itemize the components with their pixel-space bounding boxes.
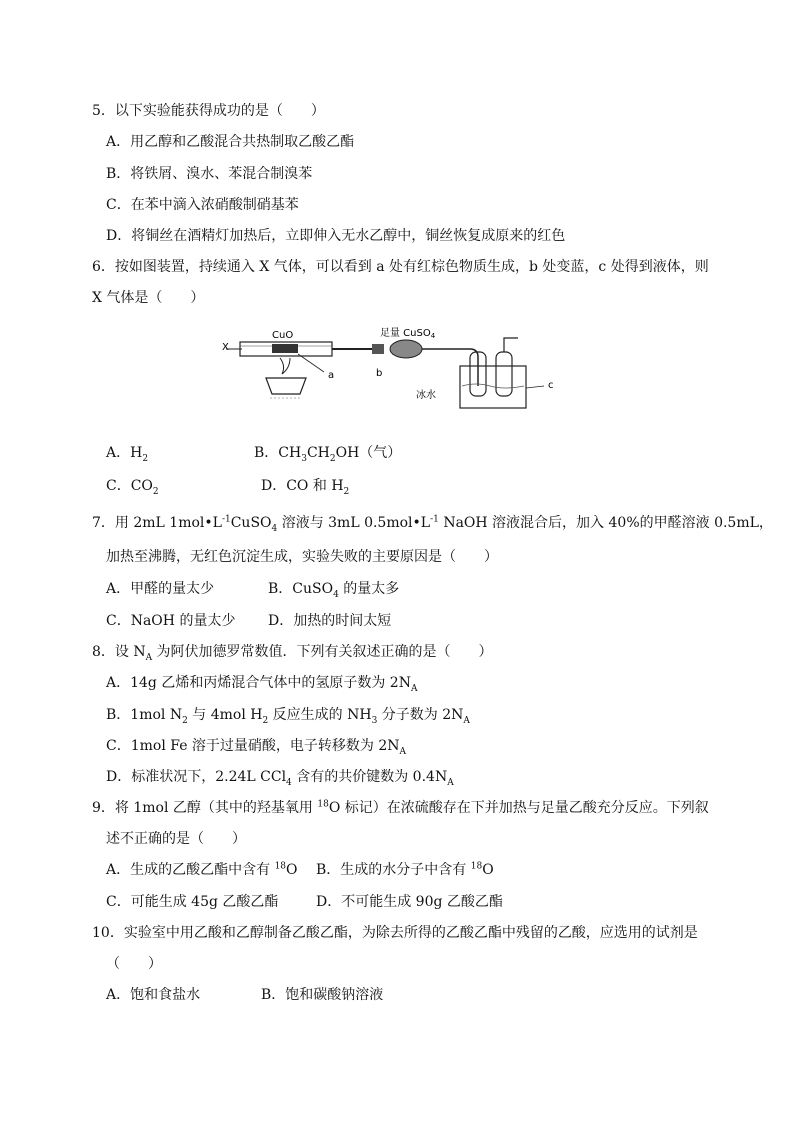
- outlet-tube: [504, 338, 518, 352]
- q6-option-c: C．$CO_2$: [106, 478, 159, 497]
- c-label: c: [548, 380, 554, 391]
- q9-option-c: C．可能生成 45g 乙酸乙酯: [106, 894, 279, 910]
- q5-option-c: C．在苯中滴入浓硝酸制硝基苯: [106, 197, 299, 213]
- q9-option-a: A．生成的乙酸乙酯中含有 $^{18}$O: [106, 861, 298, 878]
- c-pointer: [526, 386, 544, 388]
- q7-stem-line2: 加热至沸腾，无红色沉淀生成，实验失败的主要原因是（ ）: [106, 549, 498, 565]
- cuo-label: CuO: [272, 330, 294, 341]
- q5-option-d: D．将铜丝在酒精灯加热后，立即伸入无水乙醇中，铜丝恢复成原来的红色: [106, 228, 566, 244]
- q6-stem-line1: 6．按如图装置，持续通入 X 气体，可以看到 a 处有红棕色物质生成，b 处变蓝，c 处得到液体，则: [92, 259, 709, 275]
- q7-option-a: A．甲醛的量太少: [106, 581, 215, 597]
- q6-option-d: D．CO 和 $H_2$: [261, 478, 350, 497]
- cuso4-bulb: [390, 340, 422, 358]
- q5-option-b: B．将铁屑、溴水、苯混合制溴苯: [106, 166, 313, 182]
- q10-stem-line2: （ ）: [106, 956, 162, 972]
- cuso4-label: 足量 CuSO$_4$: [380, 328, 436, 340]
- q8-stem: 8．设 $N_A$ 为阿伏加德罗常数值．下列有关叙述正确的是（ ）: [92, 644, 493, 663]
- apparatus-svg: [220, 326, 570, 412]
- apparatus-diagram: [220, 326, 570, 412]
- q5-option-a: A．用乙醇和乙酸混合共热制取乙酸乙酯: [106, 134, 355, 150]
- alcohol-lamp: [266, 378, 306, 394]
- cuo-sample: [272, 344, 298, 353]
- stopper: [372, 344, 384, 354]
- collection-tube-right: [496, 352, 512, 396]
- q9-stem-line2: 述不正确的是（ ）: [106, 831, 246, 847]
- q5-stem: 5．以下实验能获得成功的是（ ）: [92, 103, 325, 119]
- q8-option-a: A．14g 乙烯和丙烯混合气体中的氢原子数为 $2N_A$: [106, 675, 418, 694]
- q6-stem-line2: X 气体是（ ）: [92, 290, 205, 306]
- q8-option-c: C．1mol Fe 溶于过量硝酸，电子转移数为 $2N_A$: [106, 738, 407, 757]
- q6-option-b: B．$CH_3CH_2OH$（气）: [254, 445, 402, 464]
- q9-option-b: B．生成的水分子中含有 $^{18}$O: [316, 861, 494, 878]
- q9-stem-line1: 9．将 1mol 乙醇（其中的羟基氧用 $^{18}$O 标记）在浓硫酸存在下并加热与足量乙酸充分反应。下列叙: [92, 799, 709, 816]
- q10-option-b: B．饱和碳酸钠溶液: [261, 987, 384, 1003]
- a-pointer: [298, 354, 324, 372]
- x-gas-label: X: [222, 342, 229, 353]
- a-label: a: [328, 370, 335, 381]
- q7-option-c: C．NaOH 的量太少: [106, 613, 236, 629]
- ice-water-label: 冰水: [416, 390, 436, 401]
- q7-stem-line1: 7．用 2mL $1mol•L^{-1}CuSO_4$ 溶液与 3mL $0.5mol•L^{-1}$ NaOH 溶液混合后，加入 40%的甲醛溶液 0.5mL，: [92, 514, 773, 534]
- b-label: b: [376, 368, 383, 379]
- water-line: [462, 384, 524, 388]
- q7-option-d: D．加热的时间太短: [268, 613, 392, 629]
- q7-option-b: B．CuSO$_4$ 的量太多: [268, 581, 400, 600]
- q10-stem-line1: 10．实验室中用乙酸和乙醇制备乙酸乙酯，为除去所得的乙酸乙酯中残留的乙酸，应选用的试剂是: [92, 925, 698, 941]
- q6-option-a: A．$H_2$: [106, 445, 149, 464]
- flame: [280, 358, 290, 374]
- q9-option-d: D．不可能生成 90g 乙酸乙酯: [316, 894, 503, 910]
- q8-option-d: D．标准状况下，2.24L CCl$_4$ 含有的共价键数为 $0.4N_A$: [106, 769, 454, 788]
- q8-option-b: B．1mol $N_2$ 与 4mol $H_2$ 反应生成的 $NH_3$ 分子数为 $2N_A$: [106, 707, 470, 726]
- q10-option-a: A．饱和食盐水: [106, 987, 201, 1003]
